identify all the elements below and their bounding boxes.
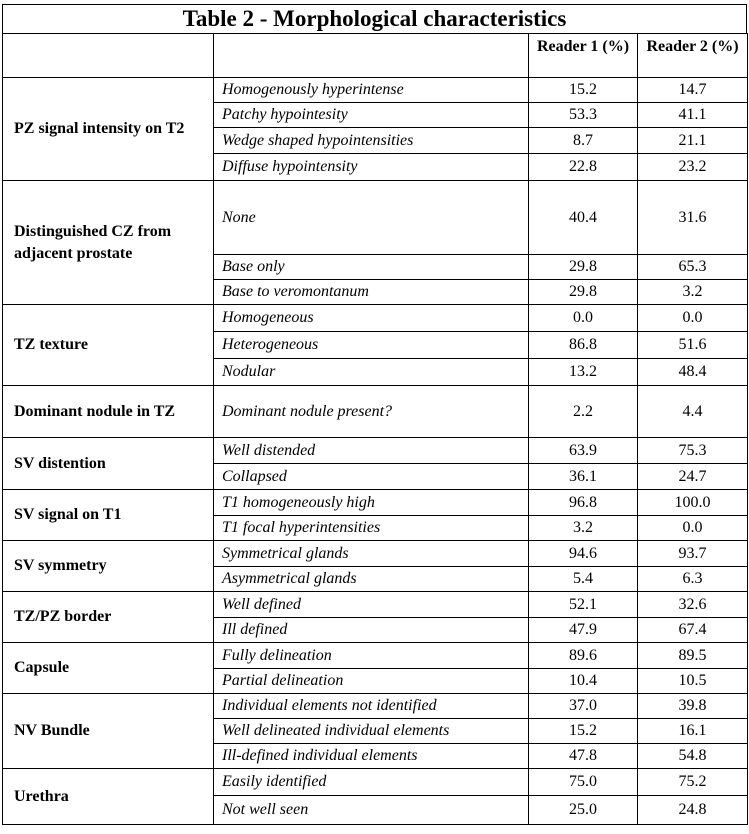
option-cell: Base to veromontanum — [214, 280, 529, 305]
reader-1-value: 86.8 — [529, 332, 638, 359]
reader-2-value: 16.1 — [638, 719, 748, 744]
reader-1-value: 94.6 — [529, 541, 638, 567]
category-cell: SV distention — [3, 438, 214, 490]
reader-1-value: 2.2 — [529, 386, 638, 438]
reader-1-value: 15.2 — [529, 78, 638, 103]
reader-2-value: 10.5 — [638, 669, 748, 694]
option-cell: Well defined — [214, 592, 529, 618]
table-row — [3, 438, 748, 464]
option-cell: T1 focal hyperintensities — [214, 516, 529, 541]
option-cell: Base only — [214, 255, 529, 280]
reader-2-value: 24.8 — [638, 796, 748, 825]
category-cell: TZ texture — [3, 305, 214, 386]
option-cell: Individual elements not identified — [214, 694, 529, 719]
reader-2-value: 54.8 — [638, 744, 748, 769]
option-cell: Ill-defined individual elements — [214, 744, 529, 769]
option-cell: None — [214, 181, 529, 255]
header-option — [214, 34, 529, 78]
option-cell: Well delineated individual elements — [214, 719, 529, 744]
option-cell: Partial delineation — [214, 669, 529, 694]
header-reader-1: Reader 1 (%) — [529, 34, 638, 78]
table-row — [3, 694, 748, 719]
reader-2-value: 75.2 — [638, 769, 748, 796]
reader-1-value: 63.9 — [529, 438, 638, 464]
table-row — [3, 181, 748, 255]
reader-2-value: 4.4 — [638, 386, 748, 438]
option-cell: Asymmetrical glands — [214, 567, 529, 592]
reader-2-value: 89.5 — [638, 643, 748, 669]
option-cell: Symmetrical glands — [214, 541, 529, 567]
reader-1-value: 36.1 — [529, 464, 638, 490]
reader-2-value: 23.2 — [638, 154, 748, 181]
reader-1-value: 22.8 — [529, 154, 638, 181]
reader-1-value: 52.1 — [529, 592, 638, 618]
reader-2-value: 21.1 — [638, 128, 748, 154]
table-title: Table 2 - Morphological characteristics — [2, 4, 747, 33]
reader-2-value: 0.0 — [638, 516, 748, 541]
reader-2-value: 31.6 — [638, 181, 748, 255]
header-reader-2: Reader 2 (%) — [638, 34, 748, 78]
option-cell: Not well seen — [214, 796, 529, 825]
reader-1-value: 53.3 — [529, 103, 638, 128]
option-cell: Easily identified — [214, 769, 529, 796]
reader-1-value: 29.8 — [529, 255, 638, 280]
reader-2-value: 32.6 — [638, 592, 748, 618]
reader-2-value: 39.8 — [638, 694, 748, 719]
reader-1-value: 29.8 — [529, 280, 638, 305]
reader-2-value: 93.7 — [638, 541, 748, 567]
table-row — [3, 769, 748, 796]
category-cell: Capsule — [3, 643, 214, 694]
reader-1-value: 89.6 — [529, 643, 638, 669]
table-row — [3, 592, 748, 618]
option-cell: Dominant nodule present? — [214, 386, 529, 438]
option-cell: Ill defined — [214, 618, 529, 643]
reader-1-value: 10.4 — [529, 669, 638, 694]
table-row — [3, 305, 748, 332]
category-cell: SV signal on T1 — [3, 490, 214, 541]
table-body — [3, 78, 748, 825]
category-cell: PZ signal intensity on T2 — [3, 78, 214, 181]
category-cell: Dominant nodule in TZ — [3, 386, 214, 438]
option-cell: Well distended — [214, 438, 529, 464]
option-cell: Nodular — [214, 359, 529, 386]
header-category — [3, 34, 214, 78]
reader-1-value: 15.2 — [529, 719, 638, 744]
option-cell: Diffuse hypointensity — [214, 154, 529, 181]
reader-2-value: 100.0 — [638, 490, 748, 516]
reader-2-value: 41.1 — [638, 103, 748, 128]
reader-1-value: 13.2 — [529, 359, 638, 386]
option-cell: Wedge shaped hypointensities — [214, 128, 529, 154]
table-container — [2, 4, 747, 825]
morphology-table — [2, 33, 748, 825]
reader-2-value: 67.4 — [638, 618, 748, 643]
reader-1-value: 96.8 — [529, 490, 638, 516]
category-cell: TZ/PZ border — [3, 592, 214, 643]
option-cell: Homogenously hyperintense — [214, 78, 529, 103]
reader-2-value: 0.0 — [638, 305, 748, 332]
reader-1-value: 47.8 — [529, 744, 638, 769]
reader-1-value: 0.0 — [529, 305, 638, 332]
table-row — [3, 78, 748, 103]
reader-2-value: 65.3 — [638, 255, 748, 280]
reader-1-value: 3.2 — [529, 516, 638, 541]
category-cell: SV symmetry — [3, 541, 214, 592]
option-cell: T1 homogeneously high — [214, 490, 529, 516]
header-row — [3, 34, 748, 78]
table-row — [3, 490, 748, 516]
reader-1-value: 37.0 — [529, 694, 638, 719]
reader-2-value: 51.6 — [638, 332, 748, 359]
reader-2-value: 3.2 — [638, 280, 748, 305]
reader-2-value: 6.3 — [638, 567, 748, 592]
option-cell: Homogeneous — [214, 305, 529, 332]
option-cell: Fully delineation — [214, 643, 529, 669]
reader-1-value: 5.4 — [529, 567, 638, 592]
table-row — [3, 643, 748, 669]
table-row — [3, 541, 748, 567]
category-cell: Urethra — [3, 769, 214, 825]
table-row — [3, 386, 748, 438]
option-cell: Patchy hypointesity — [214, 103, 529, 128]
reader-2-value: 24.7 — [638, 464, 748, 490]
reader-2-value: 75.3 — [638, 438, 748, 464]
reader-2-value: 14.7 — [638, 78, 748, 103]
reader-1-value: 8.7 — [529, 128, 638, 154]
reader-1-value: 47.9 — [529, 618, 638, 643]
reader-1-value: 40.4 — [529, 181, 638, 255]
reader-1-value: 25.0 — [529, 796, 638, 825]
category-cell: NV Bundle — [3, 694, 214, 769]
category-cell: Distinguished CZ from adjacent prostate — [3, 181, 214, 305]
option-cell: Collapsed — [214, 464, 529, 490]
reader-1-value: 75.0 — [529, 769, 638, 796]
option-cell: Heterogeneous — [214, 332, 529, 359]
reader-2-value: 48.4 — [638, 359, 748, 386]
